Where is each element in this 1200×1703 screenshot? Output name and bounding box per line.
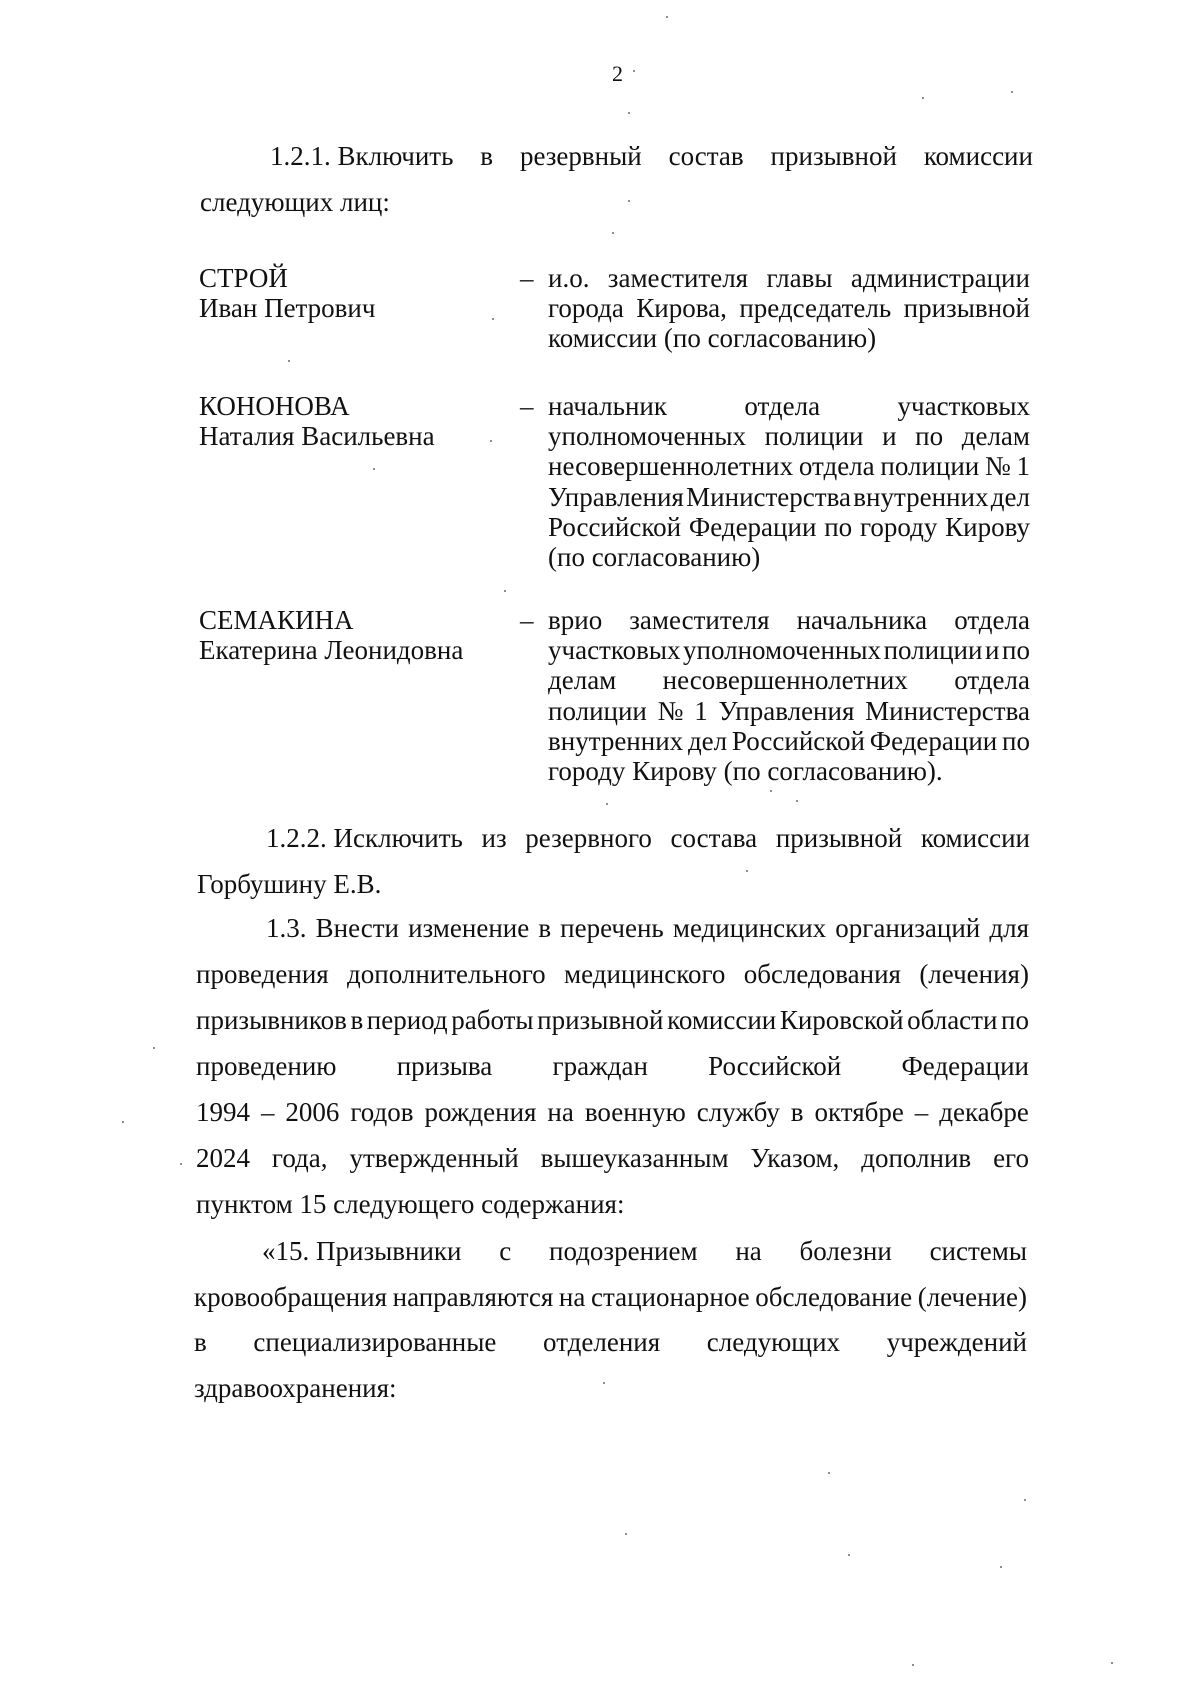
- word: утвержденный: [349, 1143, 519, 1173]
- word: участковых: [897, 391, 1030, 421]
- word: болезни: [799, 1236, 892, 1266]
- scan-speck: [625, 1533, 627, 1535]
- word: медицинского: [564, 959, 726, 989]
- word: состав: [668, 141, 744, 171]
- word: призывников: [196, 1005, 347, 1035]
- word: декабре: [939, 1097, 1029, 1127]
- word: внутренних: [853, 481, 989, 512]
- word: заместителя: [629, 605, 770, 635]
- word: Федерации: [688, 511, 817, 542]
- word: октябре: [814, 1097, 904, 1127]
- word: на: [547, 1097, 574, 1127]
- word: в: [480, 141, 494, 171]
- dash: –: [520, 391, 534, 421]
- word: уполномоченных: [683, 635, 882, 666]
- word: учреждений: [886, 1327, 1027, 1357]
- dash: –: [520, 605, 534, 635]
- word: 1.2.2. Исключить: [266, 823, 463, 853]
- member-description-line: [548, 664, 1030, 696]
- section-1-2-1-line-1: [270, 140, 1033, 172]
- word: призывной: [903, 293, 1030, 324]
- word: Федерации: [901, 1051, 1029, 1081]
- member-description-line: [548, 292, 1030, 324]
- word: комиссии: [923, 141, 1033, 171]
- word: вышеуказанным: [540, 1143, 729, 1173]
- section-1-3-line: [196, 1004, 1029, 1036]
- word: период: [366, 1005, 448, 1035]
- word: военную: [584, 1097, 686, 1127]
- word: №: [985, 451, 1011, 482]
- member-surname: КОНОНОВА: [199, 391, 350, 421]
- scan-speck: [1024, 1499, 1026, 1501]
- section-1-3-line: [196, 1096, 1029, 1128]
- member-description-line: [548, 390, 1030, 422]
- word: в: [350, 1005, 364, 1035]
- word: по: [824, 511, 853, 542]
- word: призывной: [537, 1005, 664, 1035]
- word: начальника: [796, 605, 928, 635]
- word: с: [499, 1236, 512, 1266]
- word: отдела: [954, 605, 1030, 635]
- word: граждан: [552, 1051, 648, 1081]
- scan-speck: [288, 360, 290, 362]
- scan-speck: [180, 1163, 182, 1165]
- word: Кирова,: [636, 293, 727, 324]
- member-first-names: Иван Петрович: [199, 293, 376, 324]
- word: делам: [548, 665, 617, 696]
- word: стационарное: [590, 1281, 750, 1312]
- member-description-line: [548, 420, 1030, 452]
- scan-speck: [1011, 91, 1013, 93]
- member-surname: СТРОЙ: [199, 263, 288, 293]
- word: организаций: [835, 913, 981, 943]
- word: главы: [766, 263, 833, 293]
- word: подозрением: [549, 1236, 698, 1266]
- word: состава: [670, 823, 758, 853]
- scan-speck: [122, 1121, 124, 1123]
- word: кровообращения: [194, 1281, 387, 1312]
- word: внутренних: [548, 725, 684, 756]
- word: изменение: [408, 913, 530, 943]
- scan-speck: [746, 870, 748, 872]
- scan-speck: [1000, 1566, 1002, 1568]
- word: в: [194, 1327, 207, 1357]
- word: Указом,: [750, 1143, 840, 1173]
- word: резервный: [519, 141, 642, 171]
- word: (лечение): [917, 1281, 1027, 1312]
- scan-speck: [912, 1664, 914, 1666]
- word: дел: [990, 481, 1030, 512]
- word: администрации: [850, 263, 1030, 293]
- scan-speck: [606, 803, 608, 805]
- page-number: 2: [612, 61, 623, 86]
- word: 1994: [196, 1097, 250, 1127]
- section-1-2-2-line-1: [266, 822, 1030, 854]
- word: делам: [961, 421, 1030, 452]
- word: специализированные: [253, 1327, 497, 1357]
- section-1-3-line: [266, 912, 1029, 944]
- word: для: [989, 913, 1029, 943]
- word: города: [548, 293, 624, 324]
- item-15-line: [262, 1235, 1027, 1267]
- scan-speck: [612, 232, 614, 234]
- word: участковых: [548, 635, 681, 666]
- word: председатель: [739, 293, 892, 324]
- word: в: [538, 913, 552, 943]
- word: годов: [350, 1097, 414, 1127]
- word: отдела: [798, 451, 875, 482]
- word: медицинских: [672, 913, 827, 943]
- word: дополнительного: [347, 959, 546, 989]
- word: отдела: [744, 391, 821, 421]
- member-first-names: Екатерина Леонидовна: [199, 635, 464, 666]
- word: следующих: [706, 1327, 841, 1357]
- member-description-line: [548, 725, 1030, 757]
- scan-speck: [628, 200, 630, 202]
- word: полиции: [883, 635, 983, 666]
- scan-speck: [373, 468, 375, 470]
- word: Министерства: [686, 481, 851, 512]
- word: направляются: [392, 1281, 554, 1312]
- word: по: [1002, 725, 1030, 756]
- scan-speck: [504, 590, 506, 592]
- word: –: [260, 1097, 275, 1127]
- member-description-line: комиссии (по согласованию): [548, 323, 877, 354]
- word: обследование: [755, 1281, 913, 1312]
- scan-speck: [603, 1382, 605, 1384]
- word: (лечения): [919, 959, 1029, 989]
- scan-speck: [1111, 1662, 1113, 1664]
- section-1-2-2-line-2: Горбушину Е.В.: [197, 869, 382, 899]
- word: резервного: [525, 823, 652, 853]
- member-description-line: [548, 695, 1030, 727]
- word: рождения: [424, 1097, 537, 1127]
- word: призыва: [396, 1051, 493, 1081]
- section-1-3-line: [196, 1050, 1029, 1082]
- scan-speck: [492, 318, 494, 320]
- scan-speck: [848, 1554, 850, 1556]
- member-description-line: [548, 481, 1030, 513]
- word: года,: [271, 1143, 328, 1173]
- word: уполномоченных: [548, 421, 746, 452]
- word: его: [993, 1143, 1029, 1173]
- word: перечень: [560, 913, 664, 943]
- word: начальник: [548, 391, 667, 421]
- member-description-line: [548, 511, 1030, 543]
- word: обследования: [743, 959, 901, 989]
- word: Управления: [718, 695, 855, 726]
- word: несовершеннолетних: [548, 451, 794, 482]
- word: 1: [1016, 451, 1030, 482]
- word: по: [1001, 1005, 1029, 1035]
- word: Внести: [315, 913, 399, 943]
- word: 2024: [196, 1143, 250, 1173]
- word: системы: [929, 1236, 1027, 1266]
- word: Российской: [548, 511, 682, 542]
- word: призывной: [770, 141, 897, 171]
- scan-speck: [666, 16, 668, 18]
- member-surname: СЕМАКИНА: [199, 605, 354, 635]
- word: Кировской: [779, 1005, 904, 1035]
- member-description-line: [548, 604, 1030, 636]
- word: работы: [451, 1005, 534, 1035]
- word: полиции: [764, 421, 864, 452]
- word: «15. Призывники: [262, 1236, 462, 1266]
- dash: –: [520, 263, 534, 293]
- word: комиссии: [667, 1005, 777, 1035]
- word: по: [915, 421, 944, 452]
- member-first-names: Наталия Васильевна: [199, 421, 435, 452]
- word: городу: [859, 511, 938, 542]
- word: №: [657, 695, 684, 726]
- section-1-2-1-line-2: следующих лиц:: [200, 187, 390, 217]
- scan-speck: [796, 800, 798, 802]
- word: заместителя: [607, 263, 749, 293]
- word: в: [790, 1097, 804, 1127]
- word: полиции: [880, 451, 980, 482]
- word: Федерации: [869, 725, 998, 756]
- word: проведения: [196, 959, 329, 989]
- section-1-3-line: пунктом 15 следующего содержания:: [196, 1189, 625, 1219]
- word: Министерства: [865, 695, 1030, 726]
- word: по: [1002, 635, 1030, 666]
- item-15-line: здравоохранения:: [194, 1372, 397, 1403]
- section-1-3-line: [196, 958, 1029, 990]
- word: Управления: [548, 481, 684, 512]
- word: и: [882, 421, 897, 452]
- word: отдела: [954, 665, 1030, 696]
- section-1-3-line: [196, 1142, 1029, 1174]
- word: и: [985, 635, 1000, 666]
- scan-speck: [490, 440, 492, 442]
- item-15-line: [194, 1326, 1027, 1358]
- section-number: 1.2.1. Включить: [270, 141, 454, 171]
- scan-speck: [922, 97, 924, 99]
- member-description-line: [548, 450, 1030, 482]
- member-description-line: (по согласованию): [548, 542, 761, 572]
- word: комиссии: [920, 823, 1030, 853]
- word: проведению: [196, 1051, 337, 1081]
- scan-speck: [628, 112, 630, 114]
- word: службу: [696, 1097, 780, 1127]
- scan-speck: [633, 70, 635, 72]
- scan-speck: [153, 1047, 155, 1049]
- word: на: [558, 1281, 586, 1312]
- member-description-line: городу Кирову (по согласованию).: [548, 756, 943, 786]
- word: на: [735, 1236, 762, 1266]
- word: Российской: [708, 1051, 842, 1081]
- word: и.о.: [548, 263, 590, 293]
- member-description-line: [548, 262, 1030, 294]
- word: из: [481, 823, 507, 853]
- word: призывной: [775, 823, 903, 853]
- item-15-line: [194, 1281, 1027, 1313]
- word: Кирову: [945, 511, 1030, 542]
- word: дел: [687, 725, 728, 756]
- scan-speck: [828, 1472, 830, 1474]
- word: Российской: [731, 725, 865, 756]
- word: отделения: [543, 1327, 661, 1357]
- member-description-line: [548, 634, 1030, 666]
- word: дополнив: [861, 1143, 972, 1173]
- word: несовершеннолетних: [662, 665, 908, 696]
- word: 1: [694, 695, 708, 726]
- scan-speck: [770, 790, 772, 792]
- word: области: [907, 1005, 998, 1035]
- word: 2006: [285, 1097, 340, 1127]
- word: 1.3.: [266, 913, 307, 943]
- word: врио: [548, 605, 603, 635]
- word: полиции: [548, 695, 647, 726]
- word: –: [914, 1097, 929, 1127]
